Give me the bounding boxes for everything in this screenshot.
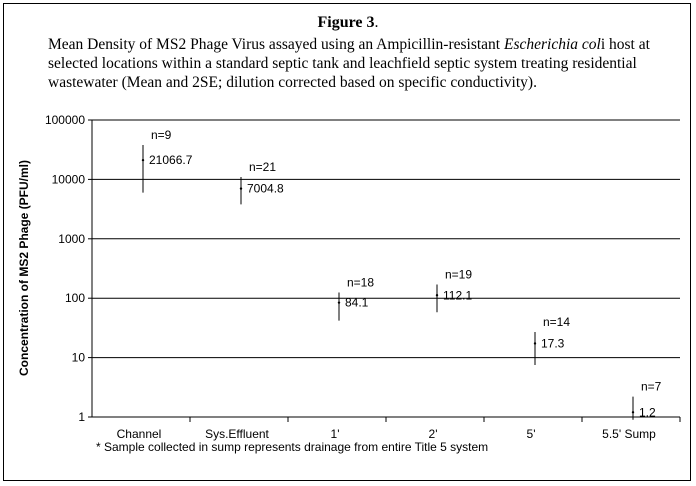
figure-label: Figure 3. [317, 14, 379, 31]
data-point [436, 294, 438, 296]
data-label: 7004.8 [247, 181, 284, 196]
y-axis-label: Concentration of MS2 Phage (PFU/ml) [17, 159, 31, 377]
data-label: 17.3 [541, 336, 565, 351]
x-tick-label: 5' [526, 427, 536, 441]
data-label: 112.1 [443, 288, 473, 303]
y-tick-label: 10 [71, 350, 85, 365]
data-point [240, 187, 242, 189]
n-label: n=9 [151, 127, 172, 142]
y-tick-label: 100 [64, 291, 85, 306]
n-label: n=21 [249, 159, 277, 174]
y-tick-label: 100000 [44, 113, 85, 127]
data-label: 21066.7 [149, 153, 193, 168]
figure-caption: Mean Density of MS2 Phage Virus assayed using an Ampicillin-resistant Escherichia coli host at selected locations within a standard septic tank and leachfield septic system treating residential wastewater (Mean and 2SE; dilution corrected based on specific conductivity). [48, 36, 650, 91]
data-point [142, 159, 144, 161]
n-label: n=7 [641, 379, 662, 394]
x-tick-label: 1' [330, 427, 340, 441]
n-label: n=18 [347, 275, 375, 290]
x-tick-label: Sys.Effluent [205, 427, 269, 441]
data-point [338, 301, 340, 303]
data-point [534, 342, 536, 344]
data-label: 84.1 [345, 295, 369, 310]
data-label: 1.2 [639, 405, 656, 420]
marks-layer [142, 128, 662, 420]
n-label: n=14 [543, 314, 571, 329]
x-tick-label: Channel [116, 427, 162, 441]
data-point [632, 411, 634, 413]
y-tick-label: 10000 [51, 172, 85, 187]
n-label: n=19 [445, 267, 473, 282]
footnote: * Sample collected in sump represents drainage from entire Title 5 system [96, 440, 489, 454]
y-tick-label: 1000 [58, 231, 85, 246]
x-tick-label: 5.5' Sump [602, 427, 656, 441]
x-tick-label: 2' [428, 427, 438, 441]
y-tick-label: 1 [78, 410, 85, 424]
